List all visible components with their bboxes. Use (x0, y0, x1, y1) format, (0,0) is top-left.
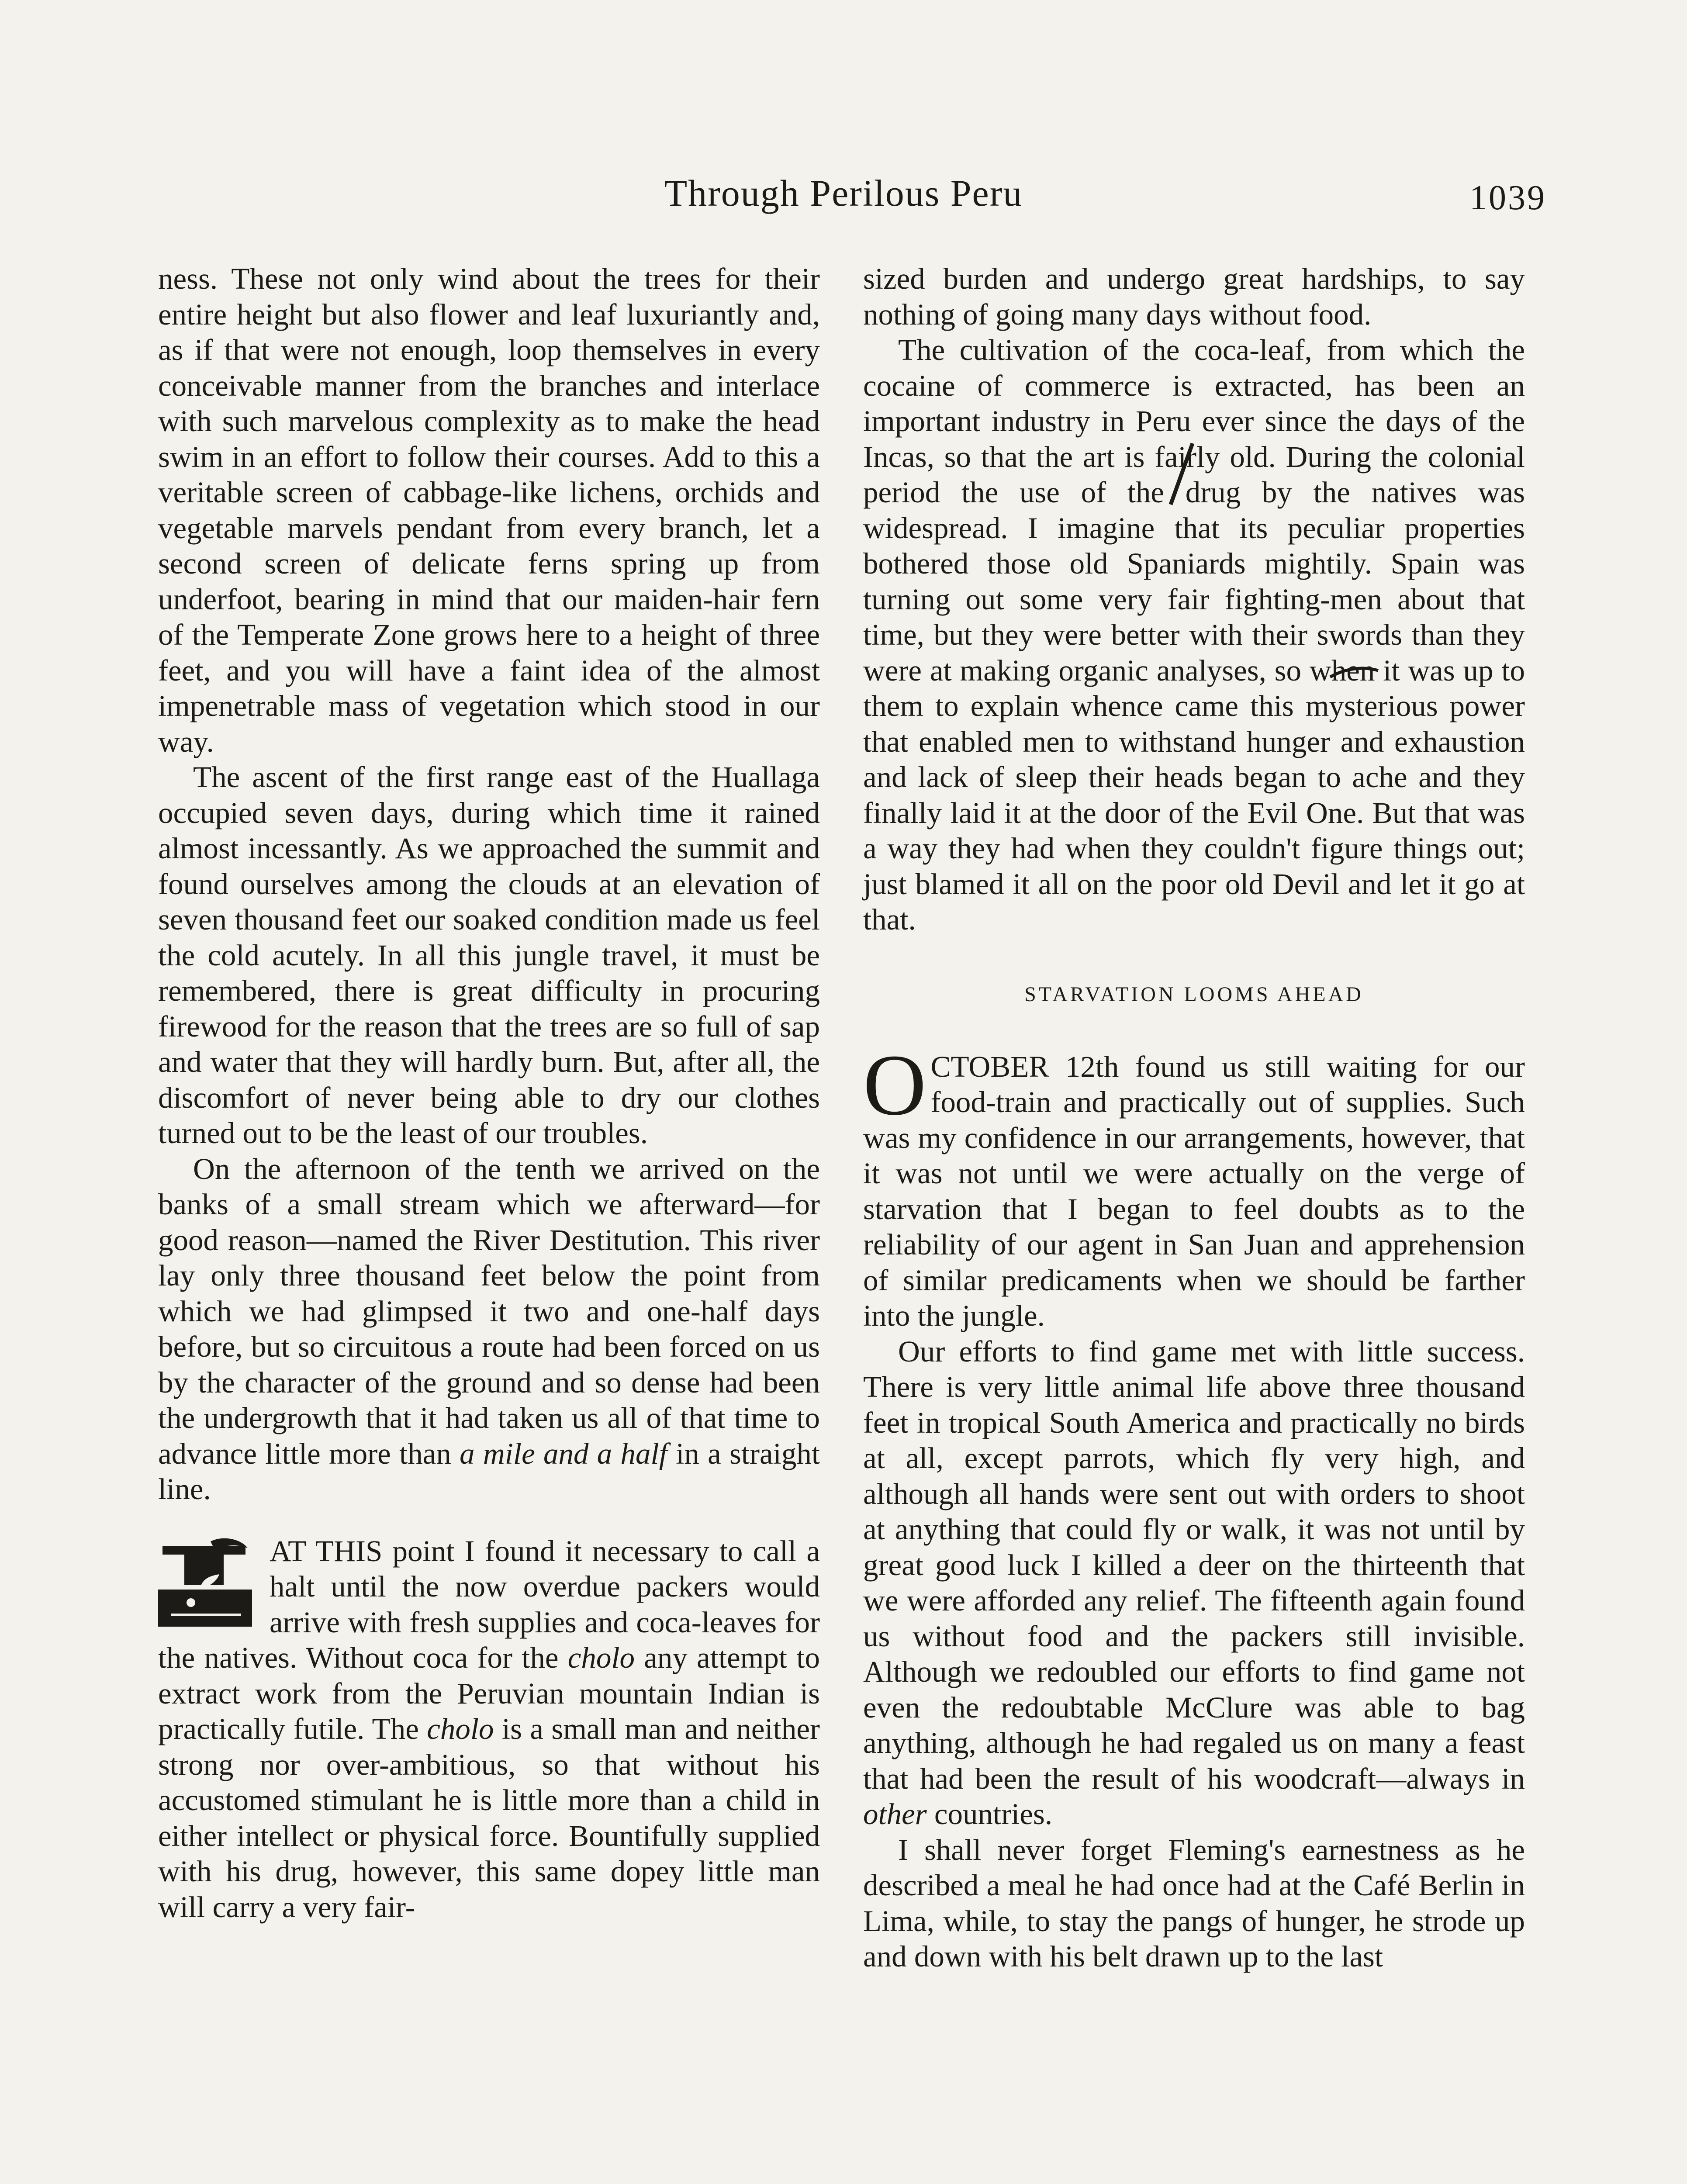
paragraph (863, 1037, 1525, 1334)
paragraph: I shall never forget Fleming's earnestness as he described a meal he had once had at the Café Berlin in Lima, while, to stay the pangs of hunger, he strode up and down with his belt drawn up to the last (863, 1833, 1525, 1973)
section-heading: STARVATION LOOMS AHEAD (1024, 982, 1364, 1006)
paragraph: The cultivation of the coca-leaf, from which the cocaine of commerce is extracted, has been an important industry in Peru ever since the days of the Incas, so that the art is fairly old. During the colonial period the use of the drug by the natives was widespread. I imagine that its peculiar properties bothered those old Spaniards mightily. Spain was turning out some very fair fighting-men about that time, but they were better with their swords than they were at making organic analyses, so when it was up to them to explain whence came this mysterious power that enabled men to withstand hunger and exhaustion and lack of sleep their heads began to ache and they finally laid it at the door of the Evil One. But that was a way they had when they couldn't figure things out; just blamed it all on the poor old Devil and let it go at that. (863, 333, 1525, 936)
emphasis-text: cholo (567, 1641, 635, 1674)
paragraph (158, 1534, 820, 1925)
paragraph (863, 1334, 1525, 1832)
paragraph-text: AT THIS point I found it necessary to call a halt until the now overdue packers would arrive with fresh supplies and coca-leaves for the natives. Without coca for the (158, 1534, 820, 1674)
paragraph: The ascent of the first range east of the Huallaga occupied seven days, during which time it rained almost incessantly. As we approached the summit and found ourselves among the clouds at an elevation of seven thousand feet our soaked condition made us feel the cold acutely. In all this jungle travel, it must be remembered, there is great difficulty in procuring firewood for the reason that the trees are so full of sap and water that they will hardly burn. But, after all, the discomfort of never being able to dry our clothes turned out to be the least of our troubles. (158, 760, 820, 1150)
paragraph (158, 1151, 820, 1507)
paragraph-text: On the afternoon of the tenth we arrived on the banks of a small stream which we afterward—for good reason—named the River Destitution. This river lay only three thousand feet below the point from which we had glimpsed it two and one-half days before, but so circuitous a route had been forced on us by the character of the ground and so dense had been the undergrowth that it had taken us all of that time to advance little more than (158, 1152, 820, 1470)
emphasis-text: cholo (427, 1712, 494, 1745)
left-column (158, 261, 820, 1925)
page-number: 1039 (1469, 179, 1546, 217)
running-title: Through Perilous Peru (664, 172, 1023, 214)
paragraph-text: is a small man and neither strong nor over-ambitious, so that without his accustomed stimulant he is little more than a child in either intellect or physical force. Bountifully supplied with his drug, however, this same dopey little man will carry a very fair- (158, 1712, 820, 1924)
right-column (863, 261, 1525, 1975)
paragraph: sized burden and undergo great hardships, to say nothing of going many days without food. (863, 262, 1525, 331)
paragraph-text: any attempt to extract work from the Peruvian mountain Indian is practically futile. The (158, 1641, 820, 1745)
emphasis-text: a mile and a half (460, 1437, 667, 1470)
drop-cap: O (863, 1037, 926, 1133)
paragraph-text: CTOBER 12th found us still waiting for our food-train and practically out of supplies. Such was my confidence in our arrangements, however, that it was not until we were actually on the verge of starvation that I began to feel doubts as to the reliability of our agent in San Juan and apprehension of similar predicaments when we should be farther into the jungle. (863, 1050, 1525, 1332)
paragraph-text: Our efforts to find game met with little success. There is very little animal life above three thousand feet in tropical South America and practically no birds at all, except parrots, which fly very high, and although all hands were sent out with orders to shoot at anything that could fly or walk, it was not until by great good luck I killed a deer on the thirteenth that we were afforded any relief. The fifteenth again found us without food and the packers still invisible. Although we redoubled our efforts to find game not even the redoubtable McClure was able to bag anything, although he had regaled us on many a feast that had been the result of his woodcraft—always in (863, 1334, 1525, 1795)
decorative-initial-palm-icon (158, 1537, 252, 1627)
paragraph-text: in a straight line. (158, 1437, 820, 1506)
paragraph: ness. These not only wind about the trees for their entire height but also flower and leaf luxuriantly and, as if that were not enough, loop themselves in every conceivable manner from the branches and interlace with such marvelous complexity as to make the head swim in an effort to follow their courses. Add to this a veritable screen of cabbage-like lichens, orchids and vegetable marvels pendant from every branch, let a second screen of delicate ferns spring up from underfoot, bearing in mind that our maiden-hair fern of the Temperate Zone grows here to a height of three feet, and you will have a faint idea of the almost impenetrable mass of vegetation which stood in our way. (158, 262, 820, 758)
paragraph-text: countries. (926, 1797, 1053, 1831)
emphasis-text: other (863, 1797, 927, 1831)
